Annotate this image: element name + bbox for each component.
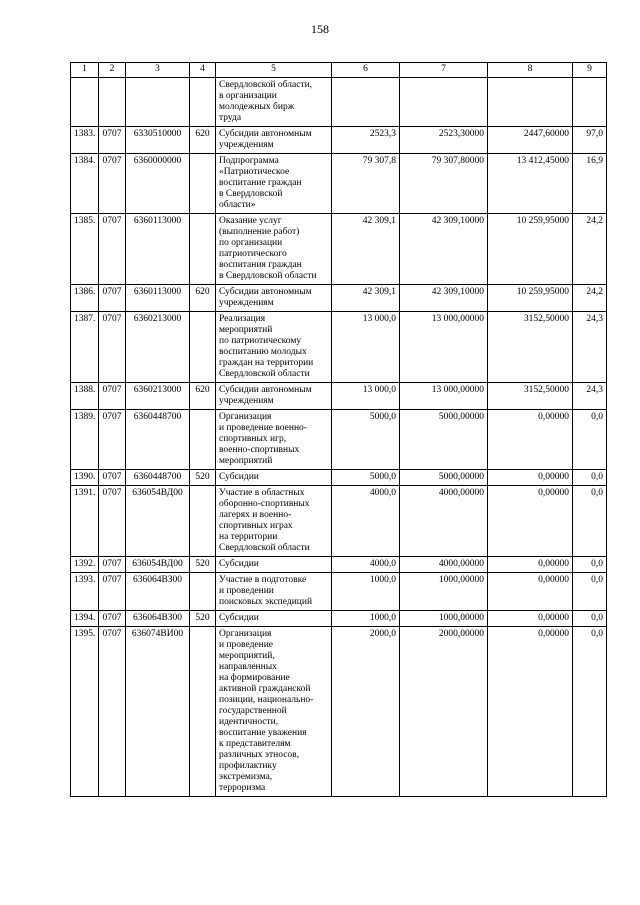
amount-col6-cell: 4000,0 [332, 557, 400, 573]
target-code-cell: 6360213000 [126, 312, 190, 383]
amount-col6-cell: 79 307,8 [332, 154, 400, 214]
amount-col6-cell: 2523,3 [332, 127, 400, 154]
item-name-cell: Субсидии [216, 557, 332, 573]
percent-cell: 0,0 [573, 410, 607, 470]
percent-cell: 0,0 [573, 611, 607, 627]
table-row [71, 78, 607, 127]
amount-col7-cell [400, 78, 488, 127]
table-row [71, 557, 607, 573]
budget-table [70, 62, 607, 797]
amount-col7-cell: 79 307,80000 [400, 154, 488, 214]
amount-col7-cell: 4000,00000 [400, 557, 488, 573]
row-number-cell: 1389. [71, 410, 99, 470]
percent-cell: 24,2 [573, 285, 607, 312]
header-cell: 1 [71, 63, 99, 78]
table-row [71, 383, 607, 410]
expense-type-cell: 520 [190, 611, 216, 627]
section-code-cell: 0707 [99, 214, 126, 285]
section-code-cell: 0707 [99, 410, 126, 470]
item-name-cell: Участие в областных оборонно-спортивных лагерях и военно- спортивных играх на территории Свердловской области [216, 486, 332, 557]
expense-type-cell [190, 573, 216, 611]
expense-type-cell [190, 627, 216, 797]
expense-type-cell: 620 [190, 383, 216, 410]
amount-col6-cell: 2000,0 [332, 627, 400, 797]
target-code-cell: 6360448700 [126, 410, 190, 470]
row-number-cell: 1387. [71, 312, 99, 383]
table-body [71, 78, 607, 797]
amount-col6-cell: 5000,0 [332, 410, 400, 470]
amount-col8-cell [488, 78, 573, 127]
percent-cell: 0,0 [573, 486, 607, 557]
section-code-cell: 0707 [99, 312, 126, 383]
table-row [71, 285, 607, 312]
amount-col7-cell: 5000,00000 [400, 470, 488, 486]
amount-col8-cell: 10 259,95000 [488, 285, 573, 312]
table-row [71, 611, 607, 627]
expense-type-cell: 520 [190, 557, 216, 573]
row-number-cell [71, 78, 99, 127]
percent-cell [573, 78, 607, 127]
item-name-cell: Субсидии автономным учреждениям [216, 285, 332, 312]
amount-col8-cell: 0,00000 [488, 557, 573, 573]
expense-type-cell [190, 214, 216, 285]
percent-cell: 0,0 [573, 627, 607, 797]
target-code-cell: 636064ВЗ00 [126, 573, 190, 611]
amount-col7-cell: 2523,30000 [400, 127, 488, 154]
percent-cell: 24,3 [573, 383, 607, 410]
row-number-cell: 1395. [71, 627, 99, 797]
row-number-cell: 1390. [71, 470, 99, 486]
target-code-cell: 636054ВД00 [126, 557, 190, 573]
expense-type-cell [190, 312, 216, 383]
row-number-cell: 1392. [71, 557, 99, 573]
amount-col7-cell: 42 309,10000 [400, 285, 488, 312]
amount-col6-cell: 5000,0 [332, 470, 400, 486]
row-number-cell: 1393. [71, 573, 99, 611]
header-cell: 5 [216, 63, 332, 78]
expense-type-cell [190, 78, 216, 127]
table-row [71, 627, 607, 797]
row-number-cell: 1383. [71, 127, 99, 154]
percent-cell: 0,0 [573, 573, 607, 611]
header-cell: 4 [190, 63, 216, 78]
amount-col7-cell: 13 000,00000 [400, 383, 488, 410]
percent-cell: 0,0 [573, 470, 607, 486]
target-code-cell: 6360213000 [126, 383, 190, 410]
target-code-cell: 6360448700 [126, 470, 190, 486]
header-cell: 9 [573, 63, 607, 78]
expense-type-cell: 520 [190, 470, 216, 486]
section-code-cell: 0707 [99, 611, 126, 627]
amount-col6-cell: 13 000,0 [332, 312, 400, 383]
section-code-cell [99, 78, 126, 127]
amount-col6-cell: 42 309,1 [332, 285, 400, 312]
percent-cell: 0,0 [573, 557, 607, 573]
row-number-cell: 1385. [71, 214, 99, 285]
amount-col6-cell [332, 78, 400, 127]
table-row [71, 410, 607, 470]
target-code-cell: 636054ВД00 [126, 486, 190, 557]
item-name-cell: Участие в подготовке и проведении поисковых экспедиций [216, 573, 332, 611]
item-name-cell: Организация и проведение военно- спортивных игр, военно-спортивных мероприятий [216, 410, 332, 470]
item-name-cell: Организация и проведение мероприятий, направленных на формирование активной гражданской позиции, национально- государственной идентичности, воспитание уважения к представителям различных этносов, профилактику экстремизма, терроризма [216, 627, 332, 797]
amount-col8-cell: 3152,50000 [488, 312, 573, 383]
header-cell: 2 [99, 63, 126, 78]
section-code-cell: 0707 [99, 557, 126, 573]
amount-col7-cell: 2000,00000 [400, 627, 488, 797]
amount-col8-cell: 0,00000 [488, 470, 573, 486]
amount-col6-cell: 42 309,1 [332, 214, 400, 285]
expense-type-cell [190, 410, 216, 470]
section-code-cell: 0707 [99, 470, 126, 486]
table-row [71, 214, 607, 285]
amount-col7-cell: 13 000,00000 [400, 312, 488, 383]
amount-col6-cell: 1000,0 [332, 611, 400, 627]
amount-col7-cell: 42 309,10000 [400, 214, 488, 285]
header-row [71, 63, 607, 78]
item-name-cell: Реализация мероприятий по патриотическому воспитанию молодых граждан на территории Свердловской области [216, 312, 332, 383]
page-number: 158 [311, 22, 329, 36]
amount-col8-cell: 13 412,45000 [488, 154, 573, 214]
amount-col6-cell: 1000,0 [332, 573, 400, 611]
header-cell: 6 [332, 63, 400, 78]
row-number-cell: 1384. [71, 154, 99, 214]
table-row [71, 154, 607, 214]
target-code-cell [126, 78, 190, 127]
section-code-cell: 0707 [99, 383, 126, 410]
item-name-cell: Субсидии автономным учреждениям [216, 383, 332, 410]
item-name-cell: Свердловской области, в организации молодежных бирж труда [216, 78, 332, 127]
table-row [71, 486, 607, 557]
section-code-cell: 0707 [99, 573, 126, 611]
row-number-cell: 1386. [71, 285, 99, 312]
expense-type-cell [190, 154, 216, 214]
target-code-cell: 636064ВЗ00 [126, 611, 190, 627]
table-row [71, 312, 607, 383]
target-code-cell: 6360113000 [126, 214, 190, 285]
amount-col7-cell: 5000,00000 [400, 410, 488, 470]
percent-cell: 24,3 [573, 312, 607, 383]
amount-col7-cell: 1000,00000 [400, 573, 488, 611]
item-name-cell: Субсидии [216, 470, 332, 486]
row-number-cell: 1394. [71, 611, 99, 627]
table-row [71, 127, 607, 154]
item-name-cell: Подпрограмма «Патриотическое воспитание граждан в Свердловской области» [216, 154, 332, 214]
amount-col6-cell: 13 000,0 [332, 383, 400, 410]
percent-cell: 24,2 [573, 214, 607, 285]
table-row [71, 573, 607, 611]
header-cell: 7 [400, 63, 488, 78]
target-code-cell: 6360113000 [126, 285, 190, 312]
row-number-cell: 1388. [71, 383, 99, 410]
amount-col8-cell: 3152,50000 [488, 383, 573, 410]
row-number-cell: 1391. [71, 486, 99, 557]
amount-col8-cell: 0,00000 [488, 627, 573, 797]
amount-col7-cell: 1000,00000 [400, 611, 488, 627]
header-cell: 8 [488, 63, 573, 78]
amount-col7-cell: 4000,00000 [400, 486, 488, 557]
table-row [71, 470, 607, 486]
target-code-cell: 6330510000 [126, 127, 190, 154]
percent-cell: 97,0 [573, 127, 607, 154]
expense-type-cell: 620 [190, 285, 216, 312]
item-name-cell: Субсидии [216, 611, 332, 627]
expense-type-cell: 620 [190, 127, 216, 154]
section-code-cell: 0707 [99, 486, 126, 557]
amount-col8-cell: 0,00000 [488, 573, 573, 611]
expense-type-cell [190, 486, 216, 557]
section-code-cell: 0707 [99, 627, 126, 797]
item-name-cell: Оказание услуг (выполнение работ) по организации патриотического воспитания граждан в Свердловской области [216, 214, 332, 285]
target-code-cell: 636074ВИ00 [126, 627, 190, 797]
amount-col8-cell: 0,00000 [488, 611, 573, 627]
amount-col6-cell: 4000,0 [332, 486, 400, 557]
percent-cell: 16,9 [573, 154, 607, 214]
amount-col8-cell: 0,00000 [488, 410, 573, 470]
item-name-cell: Субсидии автономным учреждениям [216, 127, 332, 154]
section-code-cell: 0707 [99, 127, 126, 154]
section-code-cell: 0707 [99, 154, 126, 214]
amount-col8-cell: 2447,60000 [488, 127, 573, 154]
amount-col8-cell: 10 259,95000 [488, 214, 573, 285]
section-code-cell: 0707 [99, 285, 126, 312]
target-code-cell: 6360000000 [126, 154, 190, 214]
amount-col8-cell: 0,00000 [488, 486, 573, 557]
header-cell: 3 [126, 63, 190, 78]
